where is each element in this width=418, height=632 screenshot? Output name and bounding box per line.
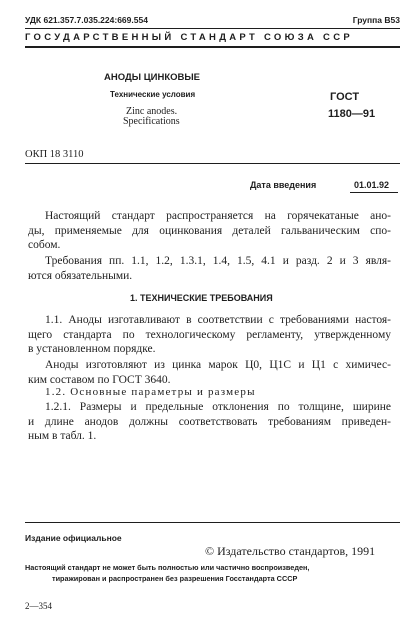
header-rule-top — [25, 28, 400, 29]
okp-code: ОКП 18 3110 — [25, 149, 84, 160]
paragraph-1-1 — [28, 313, 391, 357]
paragraph-anodes-material — [28, 358, 391, 387]
document-title: АНОДЫ ЦИНКОВЫЕ — [104, 72, 201, 83]
paragraph-1-2-1 — [28, 400, 391, 444]
text-line: и длине анодов должны соответствовать требованиям приведен- — [28, 415, 391, 428]
footer-rule — [25, 522, 400, 523]
section-1-heading: 1. ТЕХНИЧЕСКИЕ ТРЕБОВАНИЯ — [130, 293, 273, 303]
text-line: ным в табл. 1. — [28, 430, 97, 442]
gost-label: ГОСТ — [330, 91, 360, 103]
official-edition-label: Издание официальное — [25, 533, 122, 543]
text-line: Требования пп. 1.1, 1.2, 1.3.1, 1.4, 1.5, 4.1 и разд. 2 и 3 явля- — [45, 255, 391, 267]
gost-number: 1180—91 — [328, 108, 376, 120]
text-line: в установленном порядке. — [28, 343, 156, 355]
text-line: 1.2.1. Размеры и предельные отклонения по толщине, ширине — [45, 401, 391, 413]
text-line: Аноды изготовляют из цинка марок Ц0, Ц1С и Ц1 с химичес- — [45, 359, 391, 371]
copyright-notice: © Издательство стандартов, 1991 — [205, 544, 376, 558]
state-standard-banner: ГОСУДАРСТВЕННЫЙ СТАНДАРТ СОЮЗА ССР — [25, 32, 354, 43]
intro-paragraph-1 — [28, 209, 391, 253]
intro-date-label: Дата введения — [250, 180, 317, 190]
text-line: ды, применяемые для оцинкования деталей гальваническим спо- — [28, 224, 391, 237]
text-line: ким составом по ГОСТ 3640. — [28, 373, 171, 386]
text-line: щего стандарта по технологическому регламенту, утвержденному — [28, 328, 391, 341]
group-code: Группа В53 — [352, 15, 400, 25]
reproduction-notice-line-1: Настоящий стандарт не может быть полностью или частично воспроизведен, — [25, 563, 310, 572]
text-line: Настоящий стандарт распространяется на горячекатаные ано- — [45, 210, 391, 222]
intro-paragraph-2 — [28, 254, 391, 283]
text-line: 1.1. Аноды изготавливают в соответствии с требованиями настоя- — [45, 314, 391, 326]
english-title-line-1: Zinc anodes. — [126, 106, 178, 117]
text-line: собом. — [28, 239, 61, 251]
page-code: 2—354 — [25, 601, 52, 611]
header-rule-bottom — [25, 46, 400, 48]
text-line: ются обязательными. — [28, 269, 133, 282]
udk-code: УДК 621.357.7.035.224:669.554 — [25, 15, 148, 25]
reproduction-notice-line-2: тиражирован и распространен без разрешения Госстандарта СССР — [52, 574, 298, 583]
okp-rule — [25, 163, 400, 164]
intro-date-value: 01.01.92 — [354, 180, 390, 190]
document-subtitle: Технические условия — [110, 90, 196, 99]
english-title-line-2: Specifications — [123, 116, 180, 127]
subsection-1-2-heading: 1.2. Основные параметры и размеры — [45, 386, 256, 398]
intro-date-underline — [350, 192, 398, 193]
